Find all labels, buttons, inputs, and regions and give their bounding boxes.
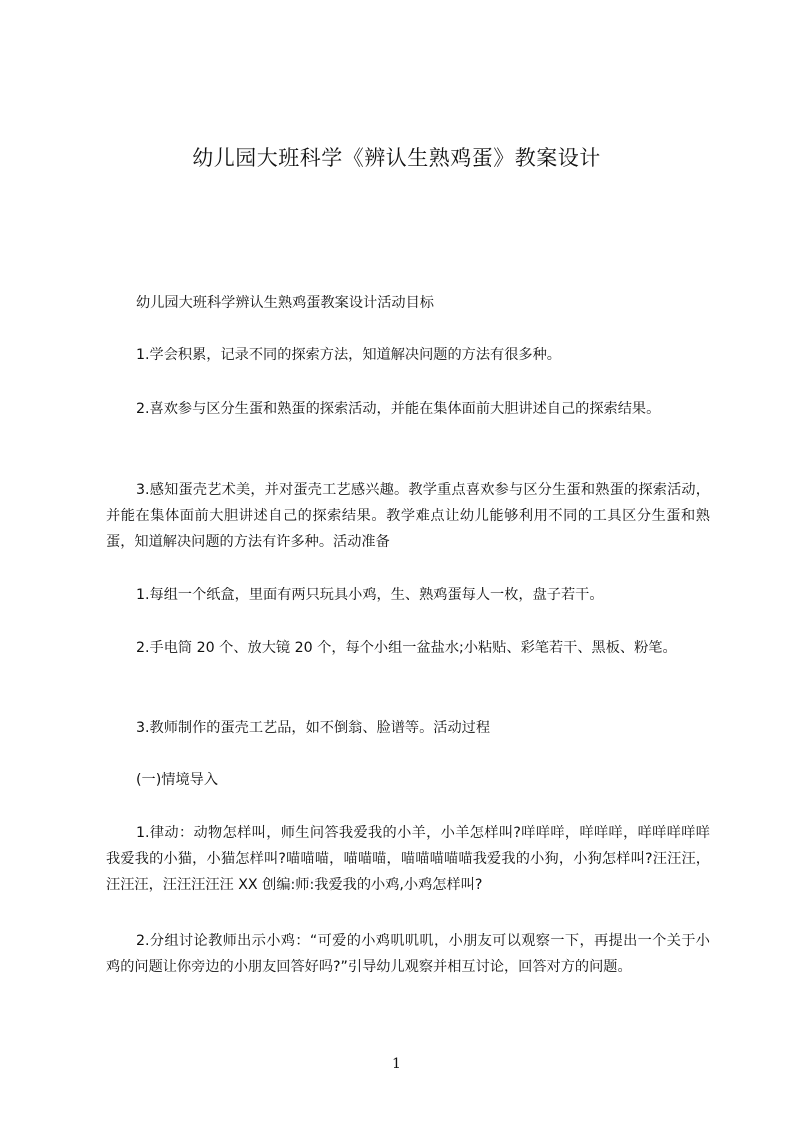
- paragraph-prep-3: 3.教师制作的蛋壳工艺品，如不倒翁、脸谱等。活动过程: [136, 720, 491, 736]
- paragraph-goal-1: 1.学会积累，记录不同的探索方法，知道解决问题的方法有很多种。: [136, 347, 561, 363]
- paragraph-prep-2: 2.手电筒 20 个、放大镜 20 个，每个小组一盆盐水;小粘贴、彩笔若干、黑板、粉笔。: [136, 640, 677, 656]
- paragraph-prep-1: 1.每组一个纸盒，里面有两只玩具小鸡，生、熟鸡蛋每人一枚，盘子若干。: [136, 587, 604, 603]
- paragraph-section-1: (一)情境导入: [136, 772, 219, 788]
- paragraph-heading-goals: 幼儿园大班科学辨认生熟鸡蛋教案设计活动目标: [136, 295, 434, 311]
- paragraph-process-1: 1.律动：动物怎样叫，师生问答我爱我的小羊，小羊怎样叫?咩咩咩，咩咩咩，咩咩咩咩咩我爱我的小猫，小猫怎样叫?喵喵喵，喵喵喵，喵喵喵喵喵我爱我的小狗，小狗怎样叫?汪汪汪，汪汪汪，汪汪汪汪汪 XX 创编:师:我爱我的小鸡,小鸡怎样叫?: [106, 825, 710, 893]
- paragraph-process-2: 2.分组讨论教师出示小鸡：“可爱的小鸡叽叽叽，小朋友可以观察一下，再提出一个关于小鸡的问题让你旁边的小朋友回答好吗?”引导幼儿观察并相互讨论，回答对方的问题。: [106, 933, 710, 975]
- paragraph-goal-2: 2.喜欢参与区分生蛋和熟蛋的探索活动，并能在集体面前大胆讲述自己的探索结果。: [136, 401, 661, 417]
- page-number: 1: [392, 1056, 401, 1072]
- document-title: 幼儿园大班科学《辨认生熟鸡蛋》教案设计: [192, 146, 601, 170]
- paragraph-goal-3: 3.感知蛋壳艺术美，并对蛋壳工艺感兴趣。教学重点喜欢参与区分生蛋和熟蛋的探索活动，并能在集体面前大胆讲述自己的探索结果。教学难点让幼儿能够利用不同的工具区分生蛋和熟蛋，知道解决问题的方法有许多种。活动准备: [106, 482, 710, 550]
